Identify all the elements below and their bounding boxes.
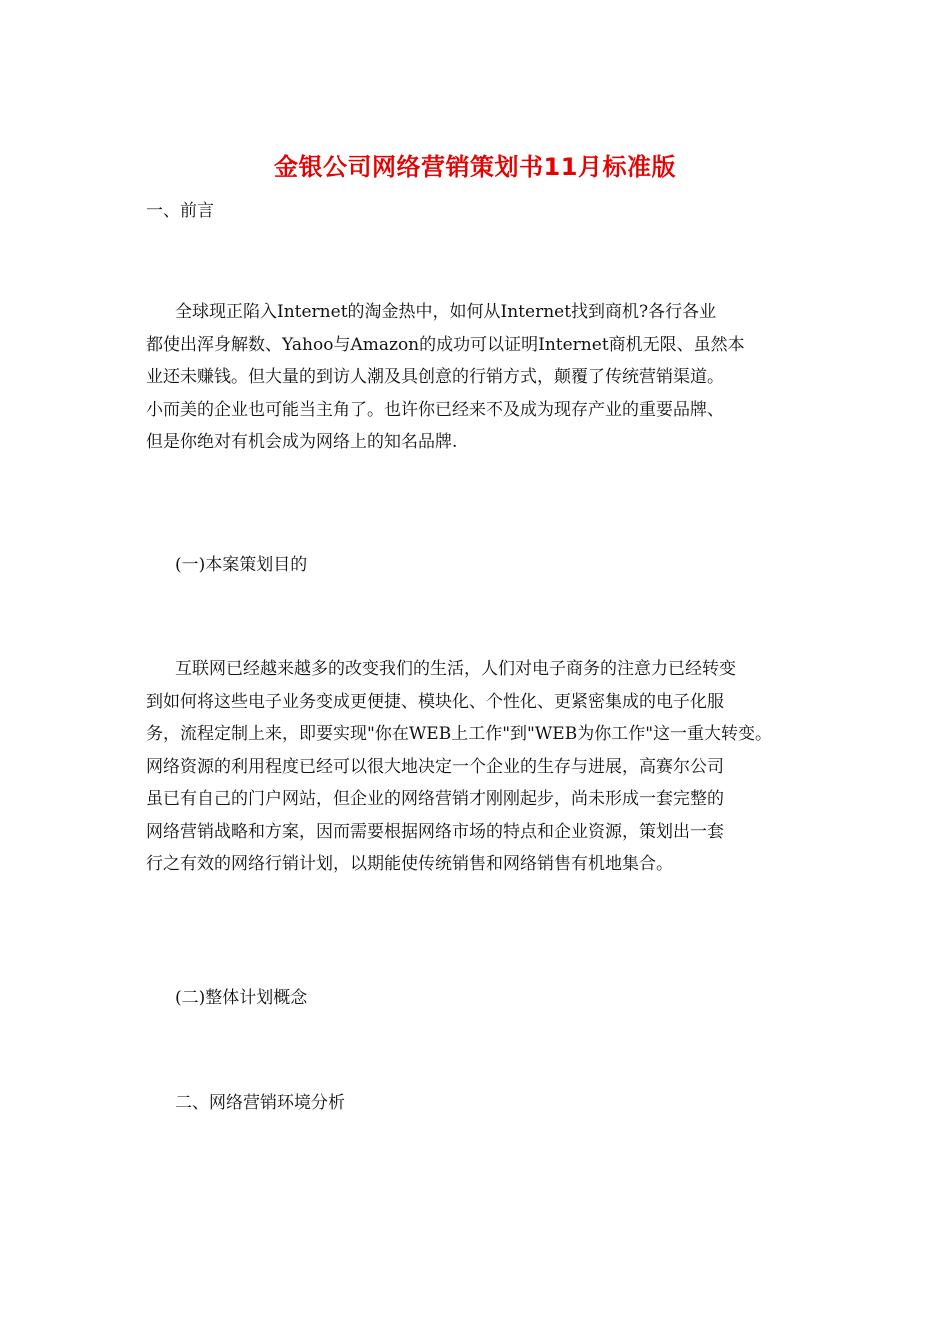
paragraph-line: 行之有效的网络行销计划，以期能使传统销售和网络销售有机地集合。 <box>146 854 673 874</box>
subheading-plan-purpose: (一)本案策划目的 <box>175 555 308 575</box>
paragraph-line: 全球现正陷入Internet的淘金热中，如何从Internet找到商机?各行各业 <box>175 302 717 322</box>
paragraph-line: 虽已有自己的门户网站，但企业的网络营销才刚刚起步，尚未形成一套完整的 <box>146 789 724 809</box>
paragraph-line: 互联网已经越来越多的改变我们的生活，人们对电子商务的注意力已经转变 <box>175 659 736 679</box>
subheading-overall-concept: (二)整体计划概念 <box>175 988 308 1008</box>
purpose-paragraph <box>146 657 826 885</box>
paragraph-line: 小而美的企业也可能当主角了。也许你已经来不及成为现存产业的重要品牌、 <box>146 399 724 420</box>
section-heading-preface: 一、前言 <box>146 201 214 221</box>
paragraph-line: 网络营销战略和方案，因而需要根据网络市场的特点和企业资源，策划出一套 <box>146 821 724 842</box>
paragraph-line: 网络资源的利用程度已经可以很大地决定一个企业的生存与进展，高赛尔公司 <box>146 756 724 777</box>
preface-paragraph <box>146 300 826 463</box>
document-title: 金银公司网络营销策划书11月标准版 <box>274 153 676 181</box>
paragraph-line: 业还未赚钱。但大量的到访人潮及具创意的行销方式，颠覆了传统营销渠道。 <box>146 367 724 387</box>
paragraph-line: 务，流程定制上来，即要实现"你在WEB上工作"到"WEB为你工作"这一重大转变。 <box>146 724 773 744</box>
paragraph-line: 到如何将这些电子业务变成更便捷、模块化、个性化、更紧密集成的电子化服 <box>146 691 724 712</box>
paragraph-line: 都使出浑身解数、Yahoo与Amazon的成功可以证明Internet商机无限、虽然本 <box>146 334 745 355</box>
paragraph-line: 但是你绝对有机会成为网络上的知名品牌. <box>146 432 458 452</box>
section-heading-environment-analysis: 二、网络营销环境分析 <box>175 1093 345 1113</box>
